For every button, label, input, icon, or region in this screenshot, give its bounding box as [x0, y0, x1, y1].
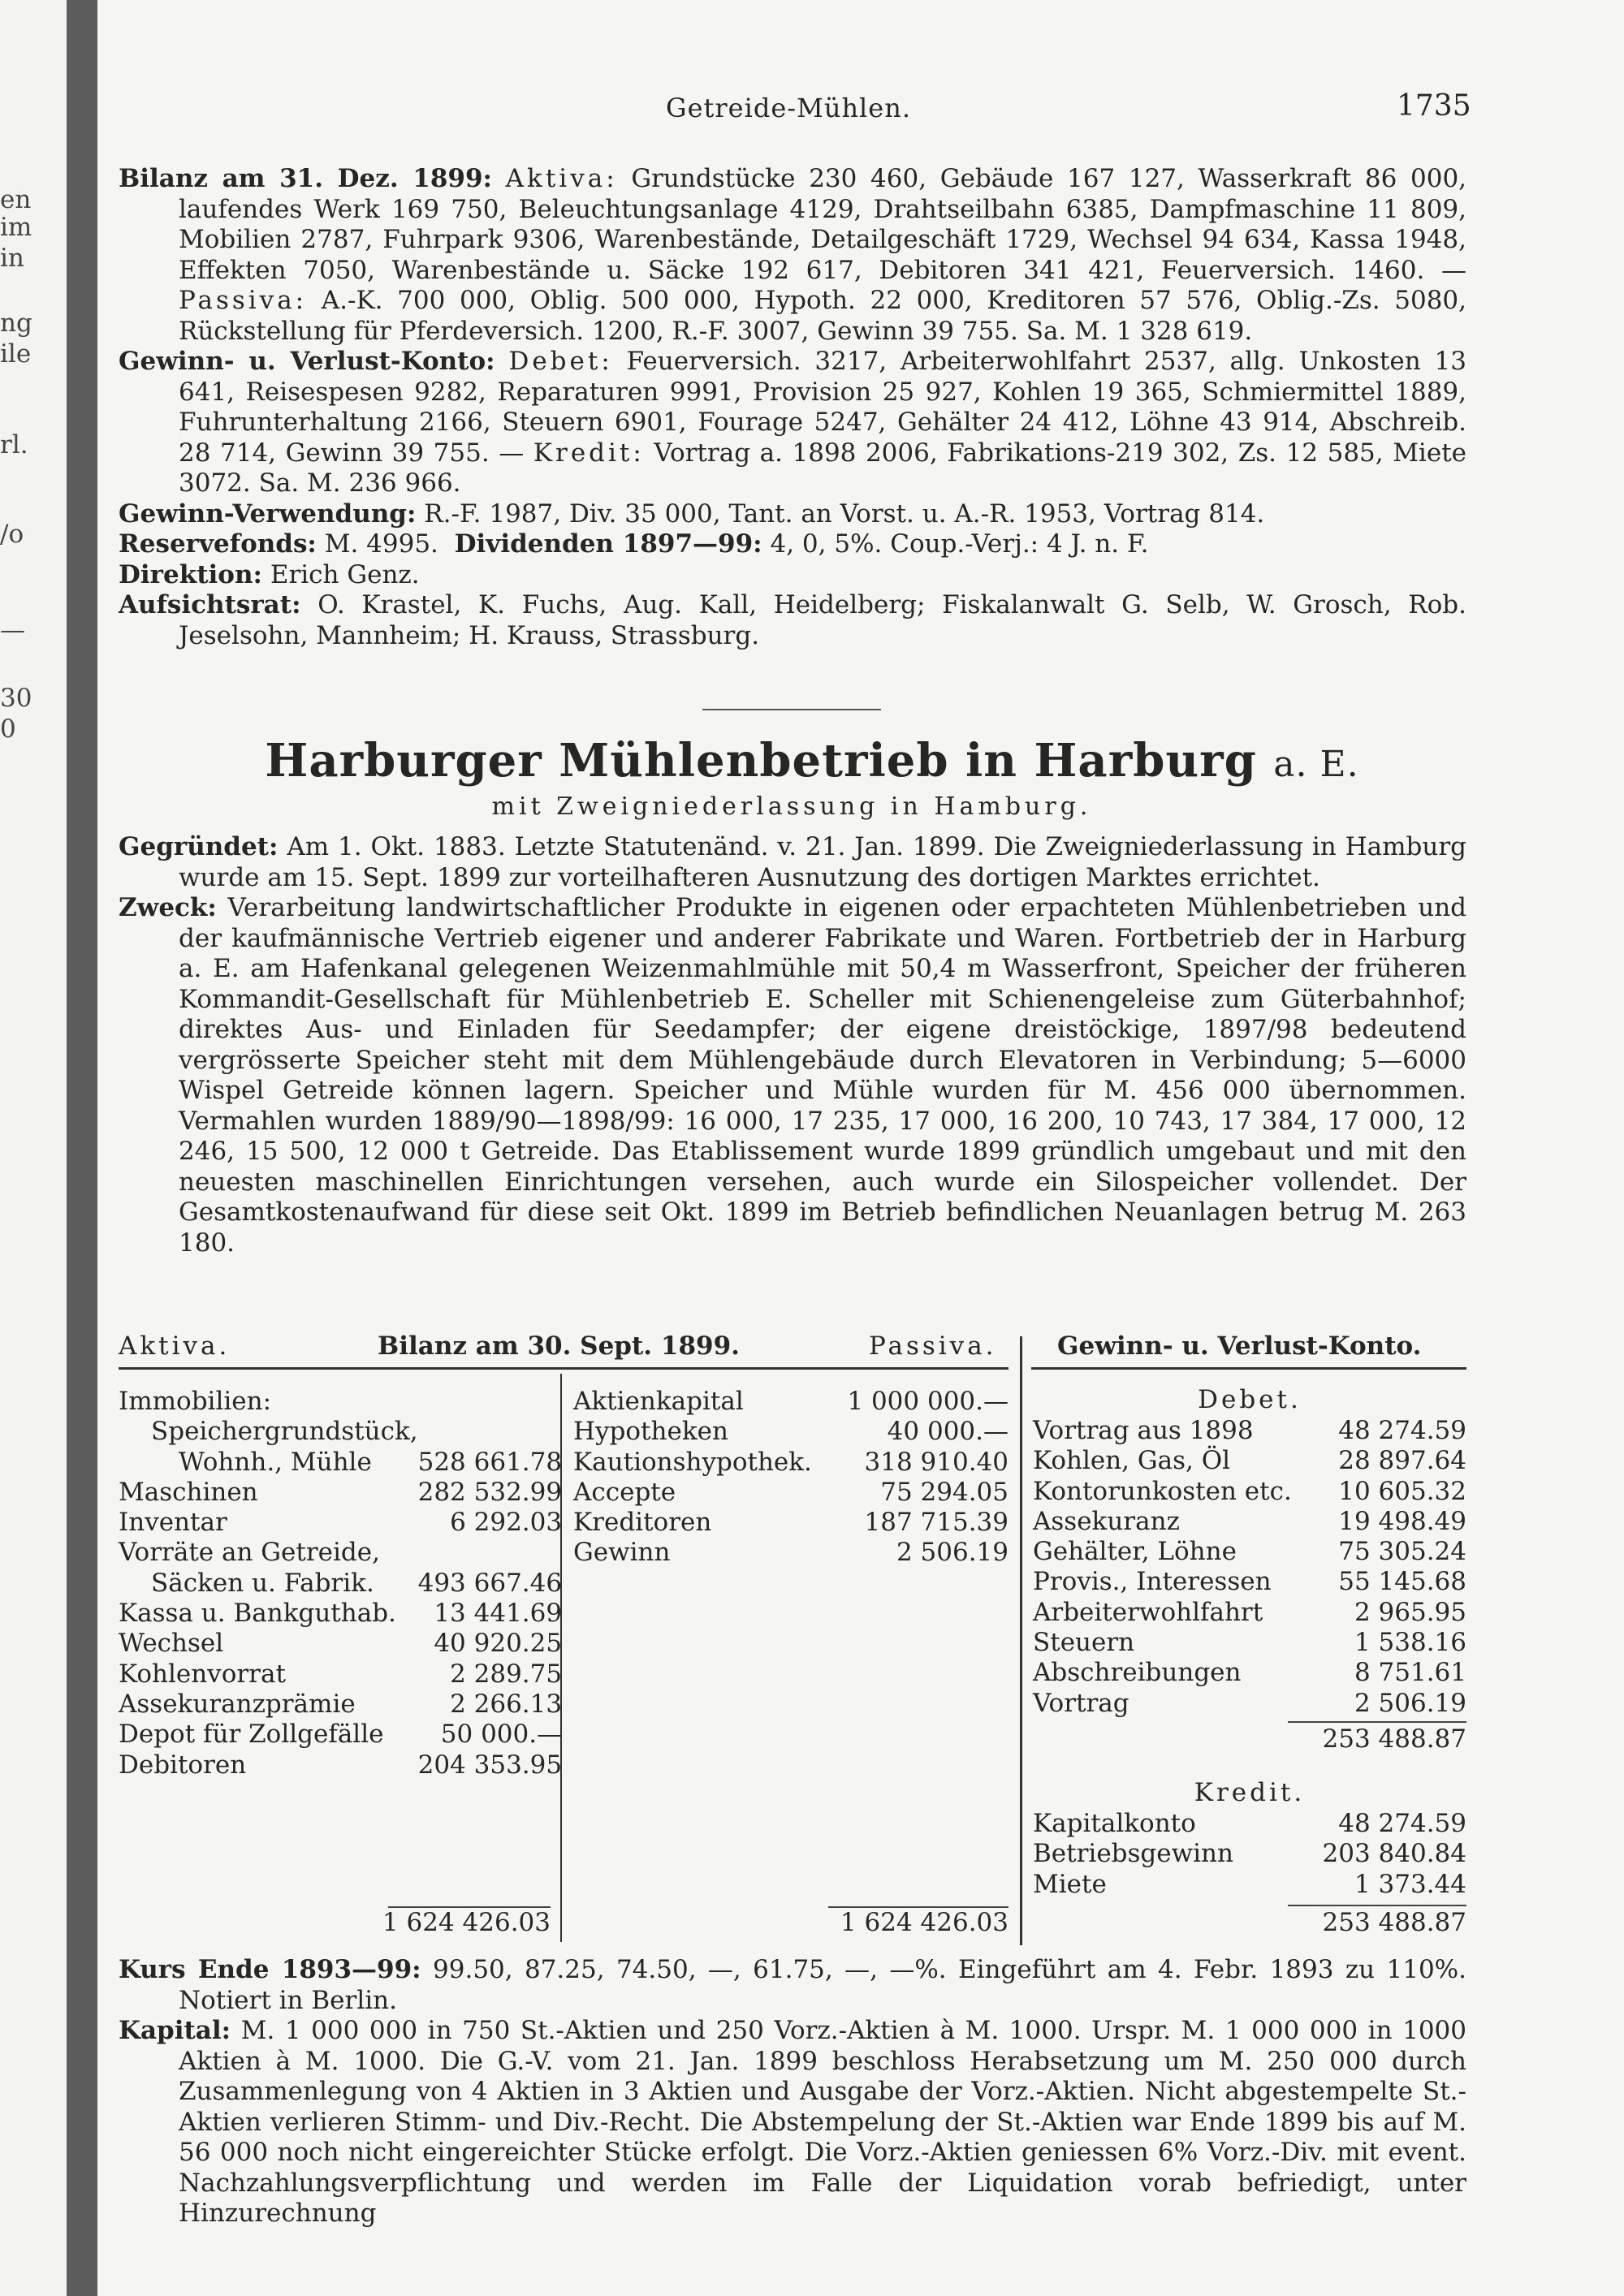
aktiva-value: 13 441.69 [434, 1599, 563, 1629]
margin-fragment: rl. [0, 430, 28, 460]
table-row [1033, 1507, 1466, 1537]
passiva-label: Accepte [573, 1477, 676, 1507]
direktion-paragraph [119, 560, 1466, 591]
table-row [573, 1508, 1009, 1538]
guv-kredit-table [1033, 1809, 1466, 1900]
kapital-label: Kapital: [119, 2016, 231, 2045]
aktiva-label: Säcken u. Fabrik. [151, 1568, 374, 1598]
debet-total: 253 488.87 [1322, 1724, 1466, 1754]
passiva-label: Passiva: [179, 286, 308, 315]
dividenden-label: Dividenden 1897—99: [454, 529, 762, 559]
bilanz-title: Bilanz am 30. Sept. 1899. [378, 1331, 740, 1361]
table-row [573, 1538, 1009, 1568]
passiva-label: Gewinn [573, 1538, 671, 1568]
debet-value: 10 605.32 [1338, 1476, 1466, 1506]
passiva-value: 40 000.— [887, 1417, 1009, 1447]
gegruendet-text: Am 1. Okt. 1883. Letzte Statutenänd. v. 21. Jan. 1899. Die Zweigniederlassung in Hamburg wurde am 15. Sept. 1899 zur vorteilhafteren Ausnutzung des dortigen Marktes errichtet. [179, 832, 1466, 892]
guv-paragraph [119, 347, 1466, 499]
page-number: 1735 [1397, 89, 1471, 123]
aktiva-value: 528 661.78 [417, 1447, 563, 1477]
aktiva-total: 1 624 426.03 [382, 1908, 551, 1937]
debet-label: Arbeiterwohlfahrt [1033, 1597, 1263, 1627]
kredit-label: Kredit: [533, 438, 645, 468]
bilanz-label: Bilanz am 31. Dez. 1899: [119, 164, 492, 193]
aktiva-value: 6 292.03 [450, 1508, 563, 1538]
company-name-suffix: a. E. [1273, 744, 1359, 785]
aufsichtsrat-paragraph [119, 590, 1466, 651]
aktiva-label: Maschinen [119, 1477, 258, 1507]
aktiva-label: Wohnh., Mühle [179, 1447, 372, 1477]
passiva-total: 1 624 426.03 [840, 1908, 1009, 1937]
kurs-paragraph [119, 1955, 1466, 2016]
debet-label: Gehälter, Löhne [1033, 1537, 1237, 1567]
aktiva-value: 2 266.13 [450, 1689, 563, 1719]
aktiva-value [418, 1538, 563, 1568]
margin-fragment: ng [0, 309, 32, 338]
margin-fragment: 0 [0, 714, 16, 744]
aktiva-label: Aktiva: [505, 164, 618, 193]
passiva-value: 2 506.19 [896, 1538, 1009, 1568]
kapital-text: M. 1 000 000 in 750 St.-Aktien und 250 Vorz.-Aktien à M. 1000. Urspr. M. 1 000 000 in 1000 Aktien à M. 1000. Die G.-V. vom 21. Jan. 1899 beschloss Herabsetzung um M. 250 000 durch Zusammenlegung von 4 Aktien in 3 Aktien und Ausgabe der Vorz.-Aktien. Nicht abgestempelte St.-Aktien verlieren Stimm- und Div.-Recht. Die Abstempelung der St.-Aktien war Ende 1899 bis auf M. 56 000 noch nicht eingereichter Stücke erfolgt. Die Vorz.-Aktien geniessen 6% Vorz.-Div. mit event. Nachzahlungsverpflichtung und werden im Falle der Liquidation vorab befriedigt, unter Hinzurechnung [179, 2016, 1467, 2228]
table-row [1033, 1416, 1466, 1446]
guv-debet-heading: Debet. [1198, 1385, 1302, 1414]
aktiva-value [418, 1417, 563, 1447]
aktiva-table [119, 1387, 562, 1780]
debet-label: Kohlen, Gas, Öl [1033, 1446, 1231, 1476]
debet-value: 28 897.64 [1338, 1446, 1466, 1476]
table-row [1033, 1658, 1466, 1688]
kredit-value: 203 840.84 [1322, 1839, 1466, 1869]
table-row [573, 1387, 1009, 1417]
table-row [573, 1448, 1009, 1478]
verwendung-label: Gewinn-Verwendung: [119, 498, 417, 529]
binding-rule [67, 0, 97, 2296]
table-row [1033, 1537, 1466, 1567]
company-heading [0, 734, 1624, 788]
aktiva-value: 50 000.— [440, 1720, 563, 1750]
table-row [1033, 1567, 1466, 1597]
aktiva-value [418, 1387, 563, 1417]
aktiva-label: Wechsel [119, 1629, 224, 1659]
debet-text: Feuerversich. 3217, Arbeiterwohlfahrt 2537, allg. Unkosten 13 641, Reisespesen 9282, Reparaturen 9991, Provision 25 927, Kohlen 19 365, Schmiermittel 1889, Fuhrunterhaltung 2166, Steuern 6901, Fourage 5247, Gehälter 24 412, Löhne 43 914, Abschreib. 28 714, Gewinn 39 755. — [179, 347, 1466, 468]
margin-fragment: in [0, 244, 24, 273]
aktiva-label: Assekuranzprämie [119, 1689, 356, 1719]
guv-title: Gewinn- u. Verlust-Konto. [1057, 1331, 1422, 1361]
kredit-label: Kapitalkonto [1033, 1809, 1196, 1838]
passiva-label: Kreditoren [573, 1508, 712, 1538]
verwendung-paragraph [119, 499, 1466, 530]
aufsichtsrat-label: Aufsichtsrat: [119, 590, 301, 619]
company-name: Harburger Mühlenbetrieb in Harburg [265, 734, 1257, 788]
aufsichtsrat-text: O. Krastel, K. Fuchs, Aug. Kall, Heidelberg; Fiskalanwalt G. Selb, W. Grosch, Rob. Jeselsohn, Mannheim; H. Krauss, Strassburg. [179, 590, 1466, 650]
guv-label: Gewinn- u. Verlust-Konto: [119, 347, 495, 376]
aktiva-text: Grundstücke 230 460, Gebäude 167 127, Wasserkraft 86 000, laufendes Werk 169 750, Beleuchtungsanlage 4129, Drahtseilbahn 6385, Dampfmaschine 11 809, Mobilien 2787, Fuhrpark 9306, Warenbestände, Detailgeschäft 1729, Wechsel 94 634, Kassa 1948, Effekten 7050, Warenbestände u. Säcke 192 617, Debitoren 341 421, Feuerversich. 1460. — [179, 164, 1467, 285]
table-row [573, 1417, 1009, 1447]
kredit-total: 253 488.87 [1322, 1908, 1466, 1937]
aktiva-label: Debitoren [119, 1750, 247, 1780]
debet-label: Vortrag [1033, 1688, 1129, 1718]
margin-fragment: — [0, 615, 25, 645]
table-row [1033, 1870, 1466, 1900]
table-row [1033, 1598, 1466, 1628]
kredit-text: Vortrag a. 1898 2006, Fabrikations-219 302, Zs. 12 585, Miete 3072. Sa. M. 236 966. [179, 438, 1466, 498]
debet-sum-rule [1288, 1721, 1466, 1723]
table-row [573, 1478, 1009, 1508]
debet-value: 55 145.68 [1338, 1567, 1466, 1597]
table-row [1033, 1839, 1466, 1869]
table-row [1033, 1809, 1466, 1839]
passiva-value: 187 715.39 [864, 1508, 1009, 1538]
entry-separator [702, 709, 881, 710]
debet-label: Vortrag aus 1898 [1033, 1416, 1254, 1445]
aktiva-label: Speichergrundstück, [151, 1417, 418, 1447]
gegruendet-paragraph [119, 832, 1466, 893]
debet-value: 48 274.59 [1338, 1416, 1466, 1445]
table-row [119, 1569, 562, 1599]
kurs-label: Kurs Ende 1893—99: [119, 1955, 421, 1984]
bilanz-header-rule [119, 1367, 1009, 1370]
bilanz-paragraph [119, 164, 1466, 347]
debet-value: 1 538.16 [1354, 1628, 1466, 1658]
passiva-table [573, 1387, 1009, 1569]
table-row [119, 1478, 562, 1508]
debet-value: 2 965.95 [1354, 1597, 1466, 1627]
aktiva-value: 2 289.75 [450, 1659, 563, 1689]
left-margin-strip [0, 0, 67, 2296]
reserve-paragraph [119, 529, 1466, 560]
dividenden-text: 4, 0, 5%. Coup.-Verj.: 4 J. n. F. [770, 529, 1149, 559]
aktiva-label: Kohlenvorrat [119, 1659, 286, 1689]
guv-header-rule [1031, 1367, 1466, 1370]
margin-fragment: /o [0, 520, 24, 549]
table-row [119, 1538, 562, 1568]
aktiva-value: 204 353.95 [417, 1750, 563, 1780]
margin-fragment: 30 [0, 684, 32, 713]
table-row [119, 1659, 562, 1690]
table-row [1033, 1689, 1466, 1719]
zweck-text: Verarbeitung landwirtschaftlicher Produkte in eigenen oder erpachteten Mühlenbetrieben und der kaufmännische Vertrieb eigener und anderer Fabrikate und Waren. Fortbetrieb der in Harburg a. E. am Hafenkanal gelegenen Weizenmahlmühle mit 50,4 m Wasserfront, Speicher der früheren Kommandit-Gesellschaft für Mühlenbetrieb E. Scheller mit Schienengeleise zum Güterbahnhof; direktes Aus- und Einladen für Seedampfer; der eigene dreistöckige, 1897/98 bedeutend vergrösserte Speicher steht mit dem Mühlengebäude durch Elevatoren in Verbindung; 5—6000 Wispel Getreide können lagern. Speicher und Mühle wurden für M. 456 000 übernommen. Vermahlen wurden 1889/90—1898/99: 16 000, 17 235, 17 000, 16 200, 10 743, 17 384, 17 000, 12 246, 15 500, 12 000 t Getreide. Das Etablissement wurde 1899 gründlich umgebaut und mit den neuesten maschinellen Einrichtungen versehen, auch wurde ein Silospeicher vollendet. Der Gesamtkostenaufwand für diese seit Okt. 1899 im Betrieb befindlichen Neuanlagen betrug M. 263 180. [179, 893, 1466, 1258]
aktiva-label: Inventar [119, 1508, 227, 1538]
debet-label: Kontorunkosten etc. [1033, 1476, 1292, 1506]
passiva-value: 318 910.40 [864, 1447, 1009, 1477]
table-row [1033, 1477, 1466, 1507]
kredit-label: Betriebsgewinn [1033, 1839, 1233, 1869]
gegruendet-label: Gegründet: [119, 832, 279, 861]
table-row [119, 1448, 562, 1478]
table-row [119, 1387, 562, 1417]
reservefonds-label: Reservefonds: [119, 529, 317, 559]
kredit-value: 1 373.44 [1354, 1869, 1466, 1899]
table-row [119, 1508, 562, 1538]
debet-value: 19 498.49 [1338, 1506, 1466, 1536]
margin-fragment: en [0, 185, 32, 214]
margin-fragment: im [0, 213, 32, 242]
passiva-text: A.-K. 700 000, Oblig. 500 000, Hypoth. 22 000, Kreditoren 57 576, Oblig.-Zs. 5080, Rückstellung für Pferdeversich. 1200, R.-F. 3007, Gewinn 39 755. Sa. M. 1 328 619. [179, 286, 1467, 346]
direktion-label: Direktion: [119, 559, 262, 589]
passiva-label: Kautionshypothek. [573, 1447, 812, 1477]
passiva-value: 75 294.05 [880, 1477, 1009, 1507]
table-row [119, 1629, 562, 1659]
passiva-value: 1 000 000.— [847, 1387, 1009, 1416]
direktion-text: Erich Genz. [270, 559, 420, 589]
company-subtitle: mit Zweigniederlassung in Hamburg. [491, 792, 1092, 821]
table-row [119, 1599, 562, 1629]
aktiva-value: 40 920.25 [434, 1629, 563, 1659]
debet-label: Assekuranz [1033, 1506, 1180, 1536]
table-row [119, 1417, 562, 1447]
debet-value: 75 305.24 [1338, 1537, 1466, 1567]
debet-value: 2 506.19 [1354, 1688, 1466, 1718]
aktiva-value: 493 667.46 [417, 1568, 563, 1598]
bilanz-passiva-heading: Passiva. [869, 1331, 997, 1361]
kapital-paragraph [119, 2016, 1466, 2229]
kurs-text: 99.50, 87.25, 74.50, —, 61.75, —, —%. Eingeführt am 4. Febr. 1893 zu 110%. Notiert in Berlin. [179, 1955, 1466, 2015]
aktiva-label: Immobilien: [119, 1387, 272, 1416]
aktiva-label: Kassa u. Bankguthab. [119, 1599, 396, 1629]
reservefonds-text: M. 4995. [324, 529, 438, 559]
zweck-label: Zweck: [119, 893, 217, 922]
table-row [1033, 1628, 1466, 1658]
table-row [1033, 1446, 1466, 1476]
company-info-block [119, 832, 1466, 1258]
aktiva-label: Depot für Zollgefälle [119, 1720, 384, 1750]
margin-fragment: ile [0, 339, 32, 369]
aktiva-label: Vorräte an Getreide, [119, 1538, 380, 1568]
guv-divider-rule [1020, 1336, 1022, 1945]
table-row [119, 1720, 562, 1750]
guv-debet-table [1033, 1416, 1466, 1719]
kurs-kapital-block [119, 1955, 1466, 2229]
running-header-title: Getreide-Mühlen. [666, 93, 911, 123]
kredit-sum-rule [1288, 1905, 1466, 1906]
verwendung-text: R.-F. 1987, Div. 35 000, Tant. an Vorst. u. A.-R. 1953, Vortrag 814. [424, 498, 1265, 529]
debet-label: Provis., Interessen [1033, 1567, 1272, 1597]
previous-entry-block [119, 164, 1466, 651]
debet-value: 8 751.61 [1354, 1658, 1466, 1688]
table-row [119, 1750, 562, 1780]
passiva-label: Hypotheken [573, 1417, 728, 1447]
kredit-label: Miete [1033, 1869, 1107, 1899]
passiva-label: Aktienkapital [573, 1387, 744, 1416]
guv-kredit-heading: Kredit. [1194, 1778, 1306, 1807]
table-row [119, 1690, 562, 1720]
kredit-value: 48 274.59 [1338, 1809, 1466, 1838]
debet-label: Abschreibungen [1033, 1658, 1242, 1688]
aktiva-value: 282 532.99 [417, 1477, 563, 1507]
debet-label: Debet: [508, 347, 613, 376]
bilanz-aktiva-heading: Aktiva. [119, 1331, 231, 1361]
zweck-paragraph [119, 893, 1466, 1258]
debet-label: Steuern [1033, 1628, 1135, 1658]
